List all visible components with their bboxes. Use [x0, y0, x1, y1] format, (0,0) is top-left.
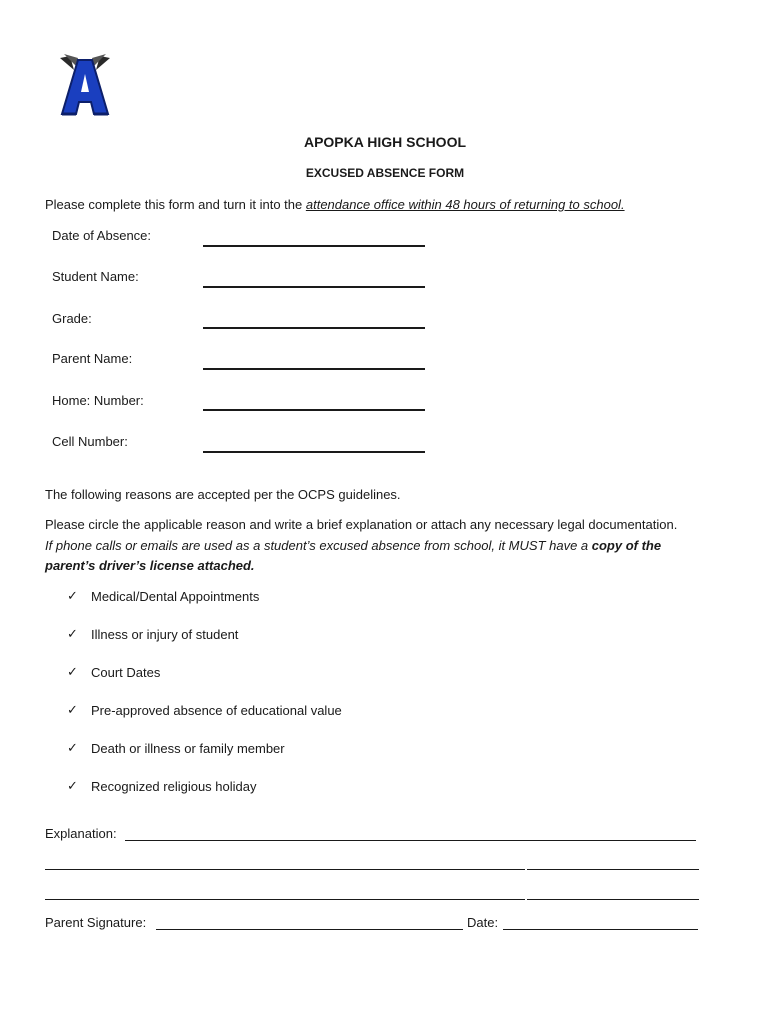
- check-icon: ✓: [67, 740, 78, 755]
- reason-pre-approved[interactable]: Pre-approved absence of educational value: [91, 703, 342, 718]
- check-icon: ✓: [67, 626, 78, 641]
- note-bold: copy of the: [591, 538, 662, 553]
- reason-death-illness-family[interactable]: Death or illness or family member: [91, 741, 285, 756]
- note-line-1: [45, 538, 661, 553]
- parent-signature-label: Parent Signature:: [45, 915, 147, 930]
- intro-text: [45, 197, 625, 212]
- accepted-reasons-text: The following reasons are accepted per the OCPS guidelines.: [45, 487, 401, 502]
- school-name: APOPKA HIGH SCHOOL: [303, 134, 467, 150]
- date-input[interactable]: [503, 929, 698, 930]
- intro-emphasis: attendance office within 48 hours of returning to school.: [305, 197, 625, 212]
- check-icon: ✓: [67, 702, 78, 717]
- form-title: EXCUSED ABSENCE FORM: [305, 166, 465, 180]
- field-label-cell-number: Cell Number:: [52, 434, 128, 449]
- reason-court-dates[interactable]: Court Dates: [91, 665, 161, 680]
- school-logo: [56, 52, 114, 116]
- instructions-text: Please circle the applicable reason and write a brief explanation or attach any necessary legal documentation.: [45, 517, 678, 532]
- explanation-line-3b[interactable]: [527, 899, 699, 900]
- date-label: Date:: [467, 915, 499, 930]
- explanation-label: Explanation:: [45, 826, 117, 841]
- field-label-grade: Grade:: [52, 311, 92, 326]
- note-line-2: parent’s driver’s license attached.: [45, 558, 255, 573]
- intro-plain: Please complete this form and turn it into the: [45, 197, 306, 212]
- explanation-input[interactable]: [125, 840, 696, 841]
- field-label-home-number: Home: Number:: [52, 393, 144, 408]
- check-icon: ✓: [67, 664, 78, 679]
- field-label-student-name: Student Name:: [52, 269, 139, 284]
- explanation-line-2[interactable]: [45, 869, 525, 870]
- field-label-date-of-absence: Date of Absence:: [52, 228, 152, 243]
- check-icon: ✓: [67, 778, 78, 793]
- check-icon: ✓: [67, 588, 78, 603]
- field-input-cell-number[interactable]: [203, 451, 425, 453]
- field-input-grade[interactable]: [203, 327, 425, 329]
- field-input-home-number[interactable]: [203, 409, 425, 411]
- parent-signature-input[interactable]: [156, 929, 463, 930]
- field-input-parent-name[interactable]: [203, 368, 425, 370]
- reason-medical-dental[interactable]: Medical/Dental Appointments: [91, 589, 260, 604]
- field-input-student-name[interactable]: [203, 286, 425, 288]
- field-label-parent-name: Parent Name:: [52, 351, 133, 366]
- explanation-line-3[interactable]: [45, 899, 525, 900]
- field-input-date-of-absence[interactable]: [203, 245, 425, 247]
- explanation-line-2b[interactable]: [527, 869, 699, 870]
- reason-religious-holiday[interactable]: Recognized religious holiday: [91, 779, 257, 794]
- reason-illness-injury[interactable]: Illness or injury of student: [91, 627, 239, 642]
- note-italic: If phone calls or emails are used as a student’s excused absence from school, it MUST have a: [45, 538, 592, 553]
